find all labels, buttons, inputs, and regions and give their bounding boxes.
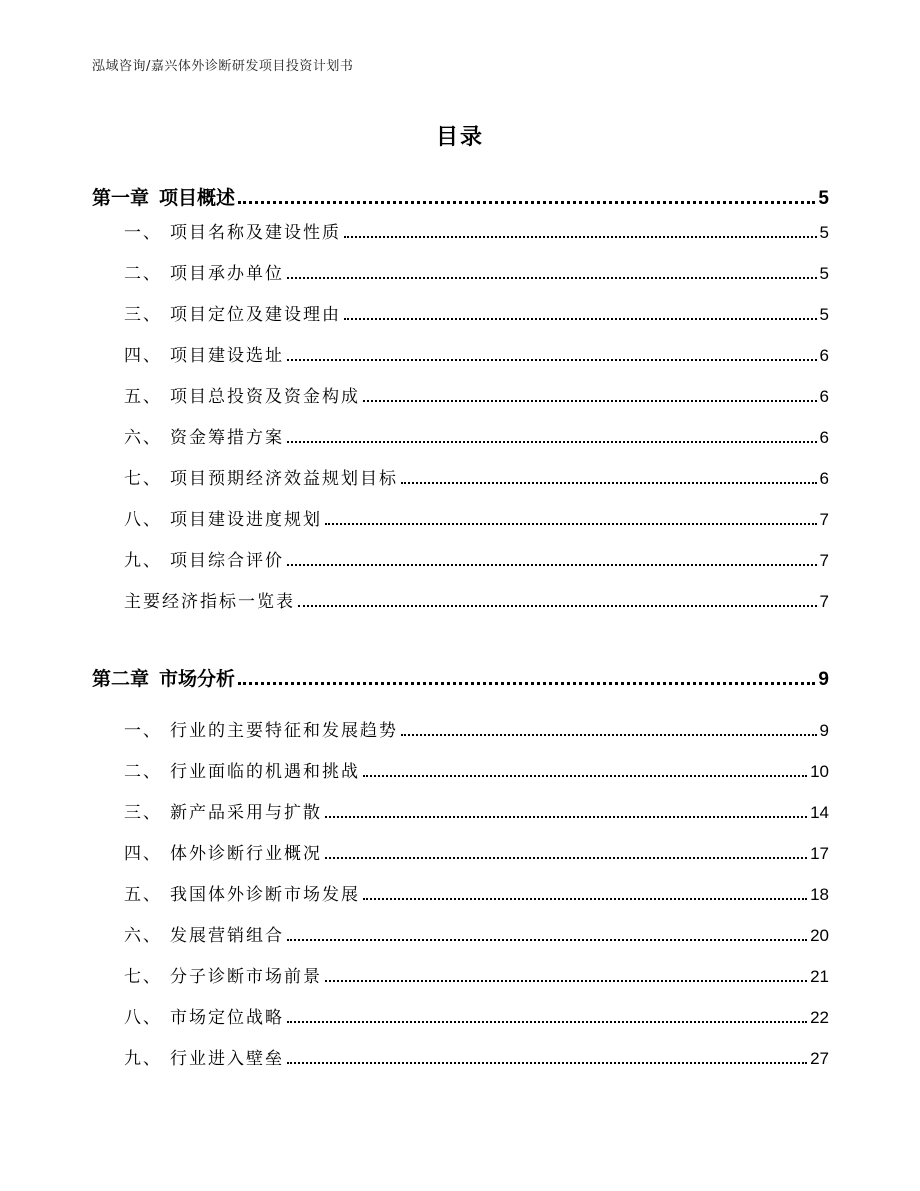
toc-entry[interactable] xyxy=(92,587,829,612)
section-title: 发展营销组合 xyxy=(170,926,284,946)
section-number: 一、 xyxy=(124,721,162,741)
page-number: 7 xyxy=(819,551,829,570)
section-title: 项目建设进度规划 xyxy=(170,510,322,530)
toc-entry[interactable] xyxy=(92,798,829,823)
dot-leader xyxy=(287,277,817,279)
page-number: 5 xyxy=(819,305,829,324)
dot-leader xyxy=(287,441,817,443)
page-number: 5 xyxy=(818,188,829,209)
dot-leader xyxy=(325,980,807,982)
dot-leader xyxy=(325,816,807,818)
page-number: 20 xyxy=(810,926,829,945)
page-number: 5 xyxy=(819,223,829,242)
section-number: 八、 xyxy=(124,1008,162,1028)
toc-entry[interactable] xyxy=(92,880,829,905)
page-number: 7 xyxy=(819,510,829,529)
table-of-contents xyxy=(92,0,829,1191)
toc-entry[interactable] xyxy=(92,757,829,782)
toc-entry[interactable] xyxy=(92,423,829,448)
section-number: 一、 xyxy=(124,223,162,243)
section-number: 九、 xyxy=(124,1049,162,1069)
page-number: 22 xyxy=(810,1008,829,1027)
dot-leader xyxy=(344,236,817,238)
section-title: 市场定位战略 xyxy=(170,1008,284,1028)
dot-leader xyxy=(363,898,807,900)
section-number: 七、 xyxy=(124,469,162,489)
section-number: 五、 xyxy=(124,387,162,407)
section-title: 分子诊断市场前景 xyxy=(170,967,322,987)
section-number: 八、 xyxy=(124,510,162,530)
page-number: 6 xyxy=(819,346,829,365)
section-title: 主要经济指标一览表 xyxy=(124,592,295,612)
dot-leader xyxy=(287,359,817,361)
dot-leader xyxy=(238,201,815,204)
page-number: 6 xyxy=(819,387,829,406)
toc-chapter-2[interactable] xyxy=(92,664,829,691)
dot-leader xyxy=(287,1021,807,1023)
section-title: 项目总投资及资金构成 xyxy=(170,387,360,407)
dot-leader xyxy=(344,318,817,320)
dot-leader xyxy=(287,1062,807,1064)
page-number: 6 xyxy=(819,428,829,447)
toc-entry[interactable] xyxy=(92,839,829,864)
section-title: 我国体外诊断市场发展 xyxy=(170,885,360,905)
section-number: 七、 xyxy=(124,967,162,987)
section-title: 项目预期经济效益规划目标 xyxy=(170,469,398,489)
page-number: 9 xyxy=(819,721,829,740)
toc-entry[interactable] xyxy=(92,1003,829,1028)
toc-entry[interactable] xyxy=(92,218,829,243)
running-header: 泓域咨询/嘉兴体外诊断研发项目投资计划书 xyxy=(92,59,354,74)
section-number: 二、 xyxy=(124,762,162,782)
dot-leader xyxy=(363,400,817,402)
page-number: 18 xyxy=(810,885,829,904)
section-number: 四、 xyxy=(124,844,162,864)
page-number: 6 xyxy=(819,469,829,488)
section-title: 行业面临的机遇和挑战 xyxy=(170,762,360,782)
section-title: 新产品采用与扩散 xyxy=(170,803,322,823)
section-number: 九、 xyxy=(124,551,162,571)
dot-leader xyxy=(287,564,817,566)
chapter-title: 项目概述 xyxy=(159,187,236,209)
section-title: 体外诊断行业概况 xyxy=(170,844,322,864)
chapter-title: 市场分析 xyxy=(159,668,236,690)
section-number: 六、 xyxy=(124,926,162,946)
dot-leader xyxy=(325,857,807,859)
toc-entry[interactable] xyxy=(92,546,829,571)
section-number: 三、 xyxy=(124,305,162,325)
page-number: 21 xyxy=(810,967,829,986)
toc-title: 目录 xyxy=(435,125,484,150)
section-title: 行业进入壁垒 xyxy=(170,1049,284,1069)
toc-entry[interactable] xyxy=(92,259,829,284)
dot-leader xyxy=(363,775,807,777)
section-number: 四、 xyxy=(124,346,162,366)
toc-entry[interactable] xyxy=(92,1044,829,1069)
section-title: 资金筹措方案 xyxy=(170,428,284,448)
section-title: 项目建设选址 xyxy=(170,346,284,366)
toc-entry[interactable] xyxy=(92,962,829,987)
page-number: 17 xyxy=(810,844,829,863)
section-number: 二、 xyxy=(124,264,162,284)
page-number: 10 xyxy=(810,762,829,781)
chapter-number: 第二章 xyxy=(92,668,150,690)
toc-entry[interactable] xyxy=(92,505,829,530)
section-title: 项目定位及建设理由 xyxy=(170,305,341,325)
page-number: 5 xyxy=(819,264,829,283)
section-number: 五、 xyxy=(124,885,162,905)
page-number: 14 xyxy=(810,803,829,822)
section-title: 项目承办单位 xyxy=(170,264,284,284)
toc-entry[interactable] xyxy=(92,716,829,741)
toc-entry[interactable] xyxy=(92,341,829,366)
dot-leader xyxy=(238,682,815,685)
toc-entry[interactable] xyxy=(92,464,829,489)
chapter-number: 第一章 xyxy=(92,187,150,209)
dot-leader xyxy=(287,939,807,941)
section-title: 行业的主要特征和发展趋势 xyxy=(170,721,398,741)
page-number: 9 xyxy=(818,669,829,690)
page-number: 27 xyxy=(810,1049,829,1068)
section-title: 项目综合评价 xyxy=(170,551,284,571)
dot-leader xyxy=(401,482,817,484)
section-number: 六、 xyxy=(124,428,162,448)
toc-entry[interactable] xyxy=(92,382,829,407)
section-title: 项目名称及建设性质 xyxy=(170,223,341,243)
section-number: 三、 xyxy=(124,803,162,823)
toc-chapter-1[interactable] xyxy=(92,183,829,210)
toc-entry[interactable] xyxy=(92,921,829,946)
dot-leader xyxy=(401,734,817,736)
dot-leader xyxy=(325,523,817,525)
toc-entry[interactable] xyxy=(92,300,829,325)
dot-leader xyxy=(298,605,817,607)
page-number: 7 xyxy=(819,592,829,611)
